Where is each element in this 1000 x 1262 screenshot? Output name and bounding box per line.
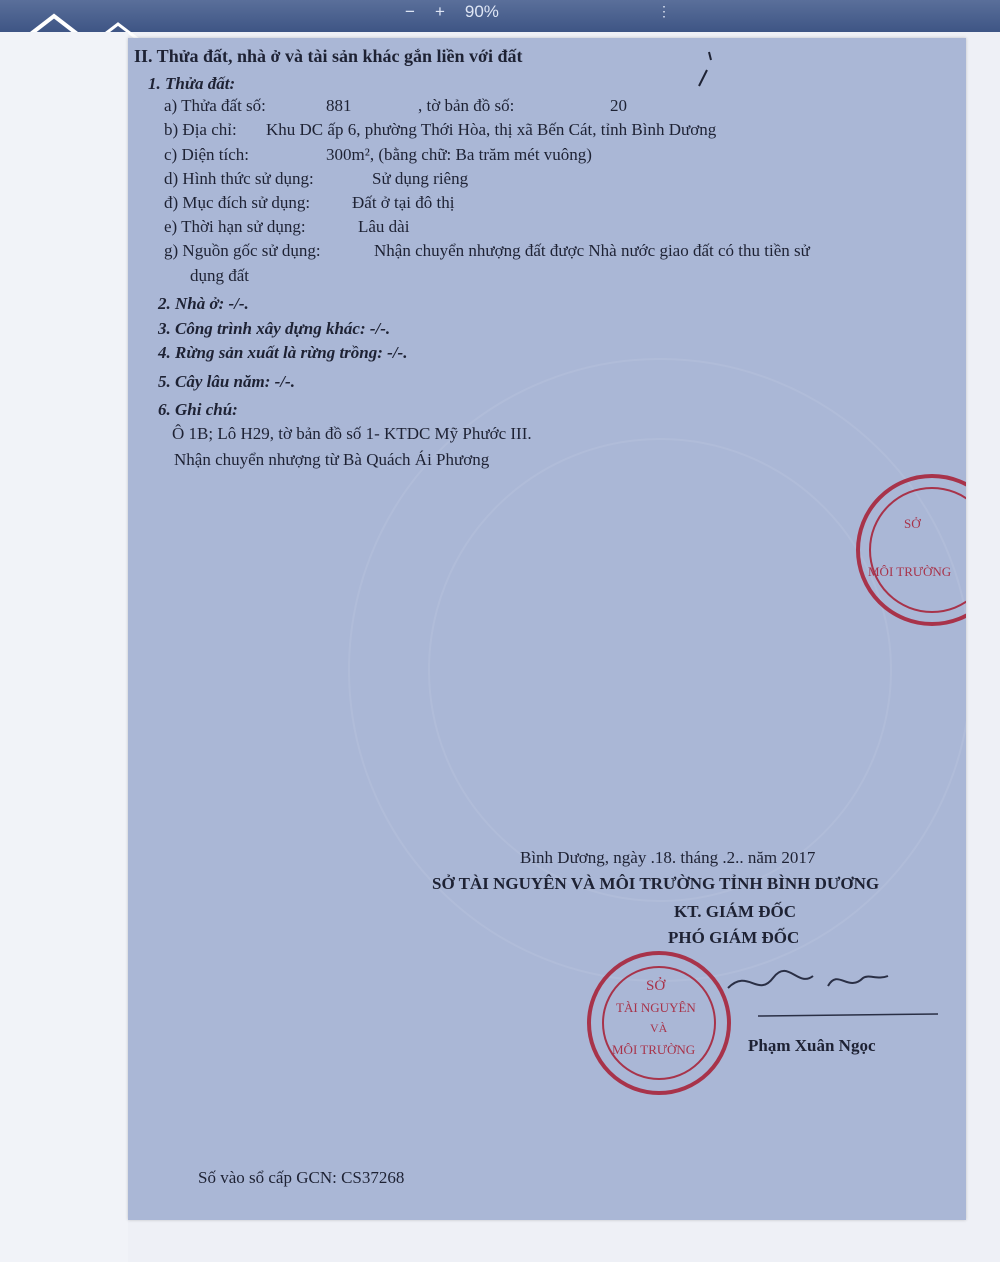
seal-line3: VÀ: [650, 1021, 668, 1035]
house-item: 2. Nhà ở: -/-.: [158, 294, 249, 313]
signer-name: Phạm Xuân Ngọc: [748, 1036, 876, 1055]
official-seal-edge: [854, 472, 966, 628]
page-watermark: [428, 438, 892, 902]
viewer-background: [0, 32, 128, 1262]
notes-line1: Ô 1B; Lô H29, tờ bản đồ số 1- KTDC Mỹ Phước III.: [172, 424, 532, 443]
parcel-number: 881: [326, 96, 352, 115]
purpose-value: Đất ở tại đô thị: [352, 193, 455, 212]
usage-form-label: d) Hình thức sử dụng:: [164, 169, 314, 188]
edge-seal-text: MÔI TRƯỜNG: [868, 564, 952, 579]
address-label: b) Địa chỉ:: [164, 120, 237, 139]
term-value: Lâu dài: [358, 217, 410, 236]
zoom-out-button[interactable]: −: [405, 2, 415, 21]
pen-mark: [693, 50, 723, 90]
production-forest-item: 4. Rừng sản xuất là rừng trồng: -/-.: [158, 343, 408, 362]
purpose-label: đ) Mục đích sử dụng:: [164, 193, 311, 212]
origin-value-line2: dụng đất: [190, 266, 250, 285]
area-value: 300m², (bằng chữ: Ba trăm mét vuông): [326, 145, 592, 164]
seal-line2: TÀI NGUYÊN: [616, 1000, 696, 1015]
certificate-page: [128, 38, 966, 1220]
date-line: Bình Dương, ngày .18. tháng .2.. năm 2017: [520, 848, 816, 867]
term-label: e) Thời hạn sử dụng:: [164, 217, 306, 236]
signature: [718, 958, 948, 1028]
zoom-level: 90%: [464, 2, 499, 21]
seal-line1: SỞ: [646, 978, 666, 994]
area-label: c) Diện tích:: [164, 145, 249, 164]
issuing-authority: SỞ TÀI NGUYÊN VÀ MÔI TRƯỜNG TỈNH BÌNH DƯƠNG: [432, 874, 880, 893]
more-options-button[interactable]: ⋮: [657, 3, 671, 19]
registry-number: Số vào sổ cấp GCN: CS37268: [198, 1168, 405, 1187]
address-value: Khu DC ấp 6, phường Thới Hòa, thị xã Bến Cát, tỉnh Bình Dương: [266, 120, 717, 139]
notes-heading: 6. Ghi chú:: [158, 400, 238, 419]
origin-value-line1: Nhận chuyển nhượng đất được Nhà nước giao đất có thu tiền sử: [374, 241, 810, 260]
parcel-label: a) Thửa đất số:: [164, 96, 266, 115]
deputy-director: PHÓ GIÁM ĐỐC: [668, 928, 800, 947]
origin-label: g) Nguồn gốc sử dụng:: [164, 241, 321, 260]
perennial-trees-item: 5. Cây lâu năm: -/-.: [158, 372, 295, 391]
edge-seal-text: SỞ: [904, 516, 921, 531]
notes-line2: Nhận chuyển nhượng từ Bà Quách Ái Phương: [174, 450, 490, 469]
section-title: II. Thửa đất, nhà ở và tài sản khác gắn liền với đất: [134, 46, 523, 66]
map-sheet-number: 20: [610, 96, 627, 115]
zoom-controls: [405, 2, 499, 22]
zoom-in-button[interactable]: +: [434, 2, 445, 21]
land-heading: 1. Thửa đất:: [148, 74, 236, 93]
kt-director: KT. GIÁM ĐỐC: [674, 902, 796, 921]
other-construction-item: 3. Công trình xây dựng khác: -/-.: [158, 319, 391, 338]
map-sheet-label: , tờ bản đồ số:: [418, 96, 515, 115]
usage-form-value: Sử dụng riêng: [372, 169, 469, 188]
official-seal: [584, 948, 734, 1098]
seal-line4: MÔI TRƯỜNG: [612, 1042, 696, 1057]
